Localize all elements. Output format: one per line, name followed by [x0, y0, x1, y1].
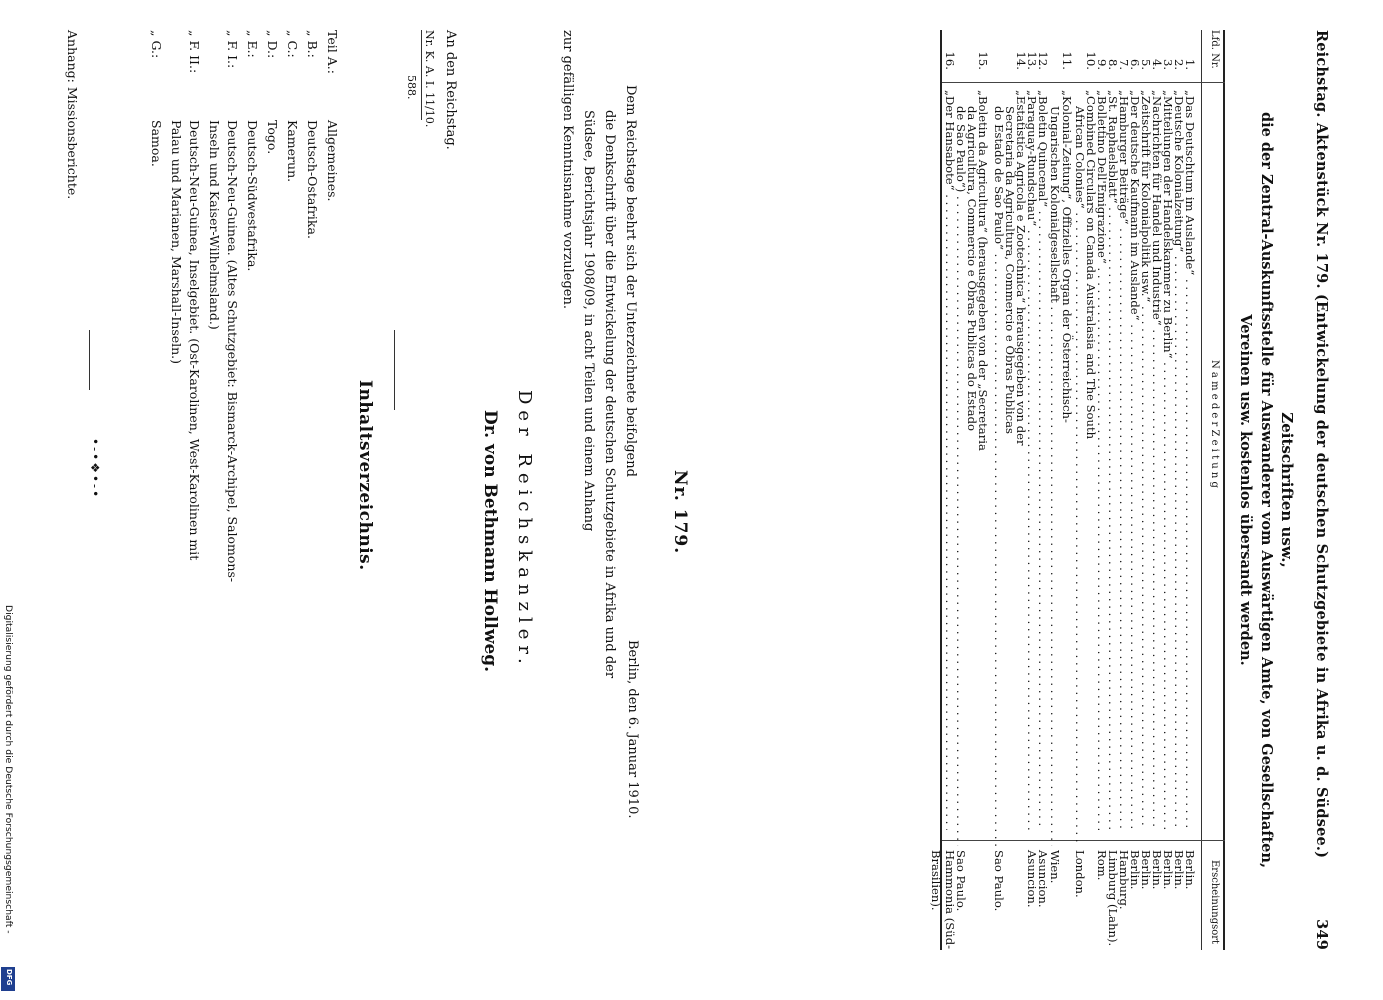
table-row: 9. „Bollettino Dell'Emigrazione“ . . . Rom. — [1095, 30, 1109, 950]
journals-subtitle-line1: die der Zentral-Auskunftsstelle für Auswanderer vom Auswärtigen Amte, von Gesellschaften, — [1258, 111, 1275, 869]
table-row: Ungarischen Kolonialgesellschaft . . . — [1048, 30, 1062, 950]
table-bottom-rule — [940, 30, 942, 950]
table-top-rule — [1223, 30, 1225, 950]
signature-name: von Bethmann Hollweg. — [480, 443, 500, 673]
table-row: 16. „Der Hansabote“ . . . Hammonia (Süd-Brasilien). — [943, 30, 957, 950]
digitization-note — [2, 605, 16, 965]
appendix-separator — [89, 330, 90, 390]
reference-number: Nr. K. A. I. 11/10. — [423, 30, 436, 128]
table-row: 2. „Deutsche Kolonialzeitung“ . . . Berlin. — [1172, 30, 1186, 950]
reference-number-2: 588. — [405, 75, 418, 100]
letter-line4: zur gefälligen Kenntnisnahme vorzulegen. — [560, 30, 575, 309]
table-row: African Colonies“ . . . — [1073, 30, 1087, 950]
table-row: 1. „Das Deutschtum im Auslande“ . . . Berlin. — [1183, 30, 1197, 950]
running-header — [1313, 30, 1330, 950]
table-row: 12. „Boletin Quincenal“ . . . Asuncion. — [1036, 30, 1050, 950]
table-row: do Estado de Sao Paulo“ . . . Sao Paulo. — [992, 30, 1006, 950]
reference-rule — [421, 30, 422, 120]
ornament-divider: •-•❖•-• — [88, 438, 102, 500]
chancellor-title: Der Reichskanzler. — [514, 390, 535, 670]
journals-subtitle-line2: Vereinen usw. kostenlos übersandt werden. — [1237, 314, 1254, 666]
table-row: de Sao Paulo“) . . . Sao Paulo. — [954, 30, 968, 950]
table-row: 11. „Kolonial-Zeitung“, Offizielles Organ der Österreichisch- Wien. — [1048, 51, 1074, 884]
dfg-logo-text: DFG — [5, 969, 13, 986]
table-row: 5. „Zeitschrift für Kolonialpolitik usw.“ . . . Berlin. — [1139, 30, 1153, 950]
place-date: Berlin, den 6. Januar 1910. — [625, 640, 640, 819]
table-row: 10. „Combined Circulars on Canada Australasia and The South London. — [1073, 51, 1098, 898]
table-row: 14. „Estatistica Agricola e Zootechnica“ herausgegeben von der — [1014, 51, 1028, 446]
recipient: An den Reichstag. — [443, 30, 458, 150]
table-row: 4. „Nachrichten für Handel und Industrie“ . . . Berlin. — [1150, 30, 1164, 950]
letter-line3: Südsee, Berichtsjahr 1908/09, in acht Teilen und einem Anhang — [581, 110, 596, 532]
digitization-text: Digitalisierung gefördert durch die Deutsche Forschungsgemeinschaft - — [3, 605, 14, 934]
dfg-logo — [1, 967, 15, 991]
toc-appendix: Anhang: Missionsberichte. — [65, 30, 80, 200]
toc-separator — [394, 330, 395, 410]
journals-title: Zeitschriften usw., — [1278, 412, 1296, 568]
table-row: 15. „Boletin da Agricultura“ (herausgegeben von der „Secretaria — [976, 51, 990, 451]
letter-line1: Dem Reichstage beehrt sich der Unterzeichnete beifolgend — [623, 85, 638, 477]
toc-title: Inhaltsverzeichnis. — [355, 380, 375, 571]
rotated-page: Reichstag. Aktenstück Nr. 179. (Entwickelung der deutschen Schutzgebiete in Afrika u. d. Südsee.) 349 Zeitschriften usw., die der Zentral-Auskunftsstelle für Auswanderer vom Auswärtigen Amte, von Gesellschaften, Vereinen usw. kostenlos übersandt werden. Lfd. Nr. N a m e d e r Z e i t u n g Erscheinungsort 1. „Das Deutschtum im Auslande“ . . . Berlin. 2. „Deutsche Kolonialzeitung“ . . . Berlin. 3. „Mitteilungen der Handelskammer zu Berlin“ . . . Berlin. 4. „Nachrichten für Handel und Industrie“ . . . Berlin. 5. „Zeitschrift für Kolonialpolitik usw.“ . . . Berlin. 6. „Der deutsche Kaufmann im Auslande“ . . . Berlin. 7. „Hamburger Beiträge“ . . . Hamburg. 8. „St. Raphaelsblatt“ . . . Limburg (Lahn). 9. „Bollettino Dell'Emigrazione“ . . . Rom. 10. „Combined Circulars on Canada Australasia and The South London. African Colonies“ . . . 11. „Kolonial-Zeitung“, Offizielles Organ der Österreichisch- Wien. Ungarischen Kolonialgesellschaft . . . 12. „Boletin Quincenal“ . . . Asuncion. 13. „Paraguay-Rundschau“ . . . Asuncion. 14. „Estatistica Agricola e Zootechnica“ herausgegeben von der Secretaria da Agricultura, Commercio e Obras Publicas do Estado de Sao Paulo“ . . . Sao Paulo. 15. „Boletin da Agricultura“ (herausgegeben von der „Secretaria da Agricultura, Commercio e Obras Publicas do Estado de Sao Paulo“) . . . Sao Paulo. 16. „Der Hansabote“ . . . Hammonia (Süd-Brasilien). Nr. 179. Berlin, den 6. Januar 1910. Dem Reichstage beehrt sich der Unterzeichnete beifolgend die Denkschrift über die Entwickelung der deutschen Schutzgebiete in Afrika und der Südsee, Berichtsjahr 1908/09, in acht Teilen und einem Anhang zur gefälligen Kenntnisnahme vorzulegen. Der Reichskanzler. Dr. von Bethmann Hollweg. An den Reichstag. Nr. K. A. I. 11/10. 588. Inhaltsverzeichnis. Teil A.: Allgemeines. „ B.: Deutsch-Ostafrika. „ C.: Kamerun. „ D.: Togo. „ E.: Deutsch-Südwestafrika. „ F. I.: Deutsch-Neu-Guinea. (Altes Schutzgebiet: Bismarck-Archipel, Salomons- Inseln und Kaiser-Wilhelmsland.) „ F. II.: Deutsch-Neu-Guinea, Inselgebiet. (Ost-Karolinen, West-Karolinen mit Palau und Marianen, Marshall-Inseln.) „ G.: Samoa. Anhang: Missionsberichte. •-•❖•-• — [10, 30, 1330, 970]
table-row: da Agricultura, Commercio e Obras Publicas do Estado — [965, 106, 979, 431]
col-head-number: Lfd. Nr. — [1209, 30, 1220, 69]
table-row: 8. „St. Raphaelsblatt“ . . . Limburg (Lahn). — [1106, 30, 1120, 950]
table-row: Secretaria da Agricultura, Commercio e Obras Publicas — [1003, 106, 1017, 434]
table-row: 13. „Paraguay-Rundschau“ . . . Asuncion. — [1025, 30, 1039, 950]
table-header-rule — [1201, 30, 1202, 950]
running-title: Reichstag. Aktenstück Nr. 179. (Entwickelung der deutschen Schutzgebiete in Afrika u. d. Südsee.) — [1313, 30, 1330, 859]
table-row: 7. „Hamburger Beiträge“ . . . Hamburg. — [1117, 30, 1131, 950]
table-row: 6. „Der deutsche Kaufmann im Auslande“ . . . Berlin. — [1128, 30, 1142, 950]
signature-block — [480, 410, 500, 672]
page-number: 349 — [1313, 919, 1330, 950]
col-head-name: N a m e d e r Z e i t u n g — [1209, 360, 1220, 488]
letter-line2: die Denkschrift über die Entwickelung der deutschen Schutzgebiete in Afrika und der — [602, 110, 617, 679]
col-head-place: Erscheinungsort — [1209, 860, 1220, 945]
table-row: 3. „Mitteilungen der Handelskammer zu Berlin“ . . . Berlin. — [1161, 30, 1175, 950]
document-number: Nr. 179. — [670, 470, 690, 555]
signature-prefix: Dr. — [480, 410, 500, 439]
